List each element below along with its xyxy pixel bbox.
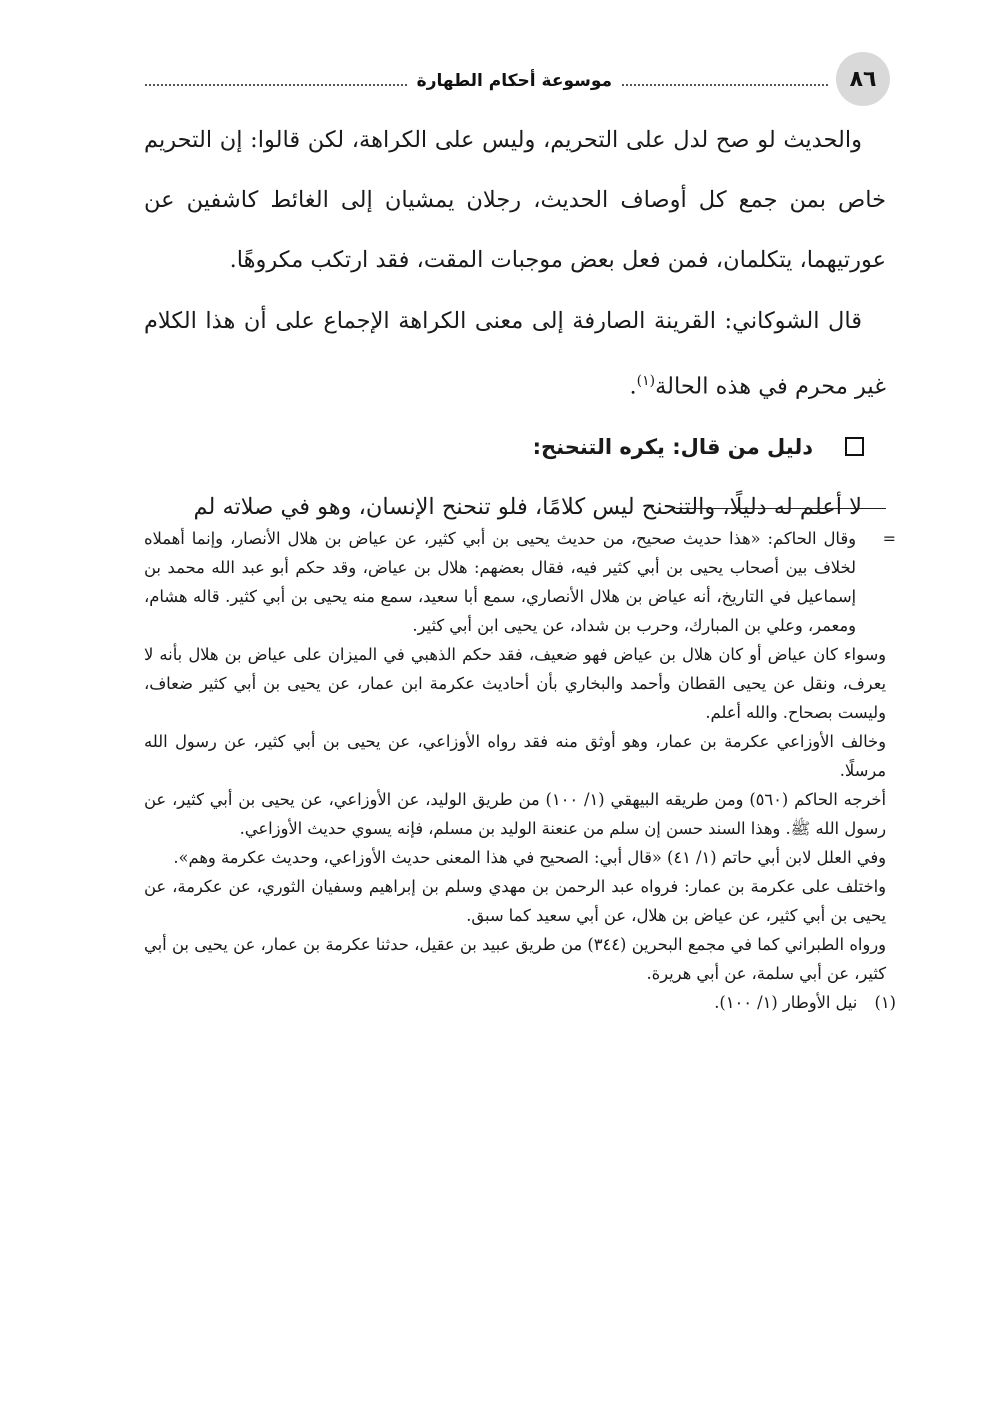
page-number: ٨٦ xyxy=(836,52,890,106)
body-paragraph: والحديث لو صح لدل على التحريم، وليس على الكراهة، لكن قالوا: إن التحريم خاص بمن جمع كل أوصاف الحديث، رجلان يمشيان إلى الغائط كاشفين عن عورتيهما، يتكلمان، فمن فعل بعض موجبات المقت، فقد ارتكب مكروهًا. xyxy=(144,127,886,273)
page-header xyxy=(145,40,890,104)
footnote-paragraph: ورواه الطبراني كما في مجمع البحرين (٣٤٤) من طريق عبيد بن عقيل، حدثنا عكرمة بن عمار، عن يحيى بن أبي كثير، عن أبي سلمة، عن أبي هريرة. xyxy=(144,935,886,983)
footnote-number: (١) xyxy=(874,993,896,1012)
footnote-paragraph: وفي العلل لابن أبي حاتم (١/ ٤١) «قال أبي: الصحيح في هذا المعنى حديث الأوزاعي، وحديث عكرمة وهم». xyxy=(173,848,886,867)
footnote-paragraph: وسواء كان عياض أو كان هلال بن عياض فهو ضعيف، فقد حكم الذهبي في الميزان على عياض بن هلال بأنه لا يعرف، ونقل عن يحيى القطان وأحمد والبخاري بأن أحاديث عكرمة ابن عمار، عن يحيى بن أبي كثير ضعاف، وليست بصحاح. والله أعلم. xyxy=(144,645,886,722)
header-title-row xyxy=(145,66,828,96)
footnote-paragraph: أخرجه الحاكم (٥٦٠) ومن طريقه البيهقي (١/ ١٠٠) من طريق الوليد، عن الأوزاعي، عن يحيى بن أبي كثير، عن رسول الله ﷺ. وهذا السند حسن إن سلم من عنعنة الوليد بن مسلم، فإنه يسوي حديث الأوزاعي. xyxy=(144,790,886,838)
footnote-1 xyxy=(144,988,896,1017)
continuation-mark: = xyxy=(882,529,896,548)
footnote-paragraph xyxy=(144,524,896,640)
footnote-paragraph: واختلف على عكرمة بن عمار: فرواه عبد الرحمن بن مهدي وسلم بن إبراهيم وسفيان الثوري، عن عكرمة، عن يحيى بن أبي كثير، عن عياض بن هلال، عن أبي سعيد كما سبق. xyxy=(144,877,886,925)
paragraph-end: . xyxy=(629,373,637,400)
footnotes xyxy=(144,524,896,1017)
footnote-paragraph: وخالف الأوزاعي عكرمة بن عمار، وهو أوثق منه فقد رواه الأوزاعي، عن يحيى بن أبي كثير، عن رسول الله مرسلًا. xyxy=(144,732,886,780)
footnote-citation: نيل الأوطار (١/ ١٠٠). xyxy=(714,993,858,1012)
subheading-text: دليل من قال: يكره التنحنح: xyxy=(532,434,813,459)
paragraph-text: قال الشوكاني: القرينة الصارفة إلى معنى الكراهة الإجماع على أن هذا الكلام غير محرم في هذه الحالة xyxy=(144,308,886,400)
main-text xyxy=(144,110,886,537)
footnote-reference: (١) xyxy=(636,373,656,389)
section-subheading xyxy=(144,417,886,477)
body-paragraph: لا أعلم له دليلًا، والتنحنح ليس كلامًا، فلو تنحنح الإنسان، وهو في صلاته لم xyxy=(193,493,862,520)
header-dotted-leader-right xyxy=(622,84,828,86)
header-dotted-leader-left xyxy=(145,84,407,86)
book-title: موسوعة أحكام الطهارة xyxy=(416,71,612,91)
footnote-separator xyxy=(676,508,886,509)
footnote-text: وقال الحاكم: «هذا حديث صحيح، من حديث يحيى بن أبي كثير، عن عياض بن هلال الأنصار، وإنما أهملاه لخلاف بين أصحاب يحيى بن أبي كثير فيه، فقال بعضهم: هلال بن عياض، وقد حكم أبو عبد الله محمد بن إسماعيل في التاريخ، أنه عياض بن هلال الأنصاري، سمع أبا سعيد، سمع منه يحيى بن أبي كثير. قاله هشام، ومعمر، وعلي بن المبارك، وحرب بن شداد، عن يحيى ابن أبي كثير. xyxy=(144,529,856,635)
body-paragraph xyxy=(144,291,886,417)
checkbox-bullet-icon xyxy=(845,437,864,456)
